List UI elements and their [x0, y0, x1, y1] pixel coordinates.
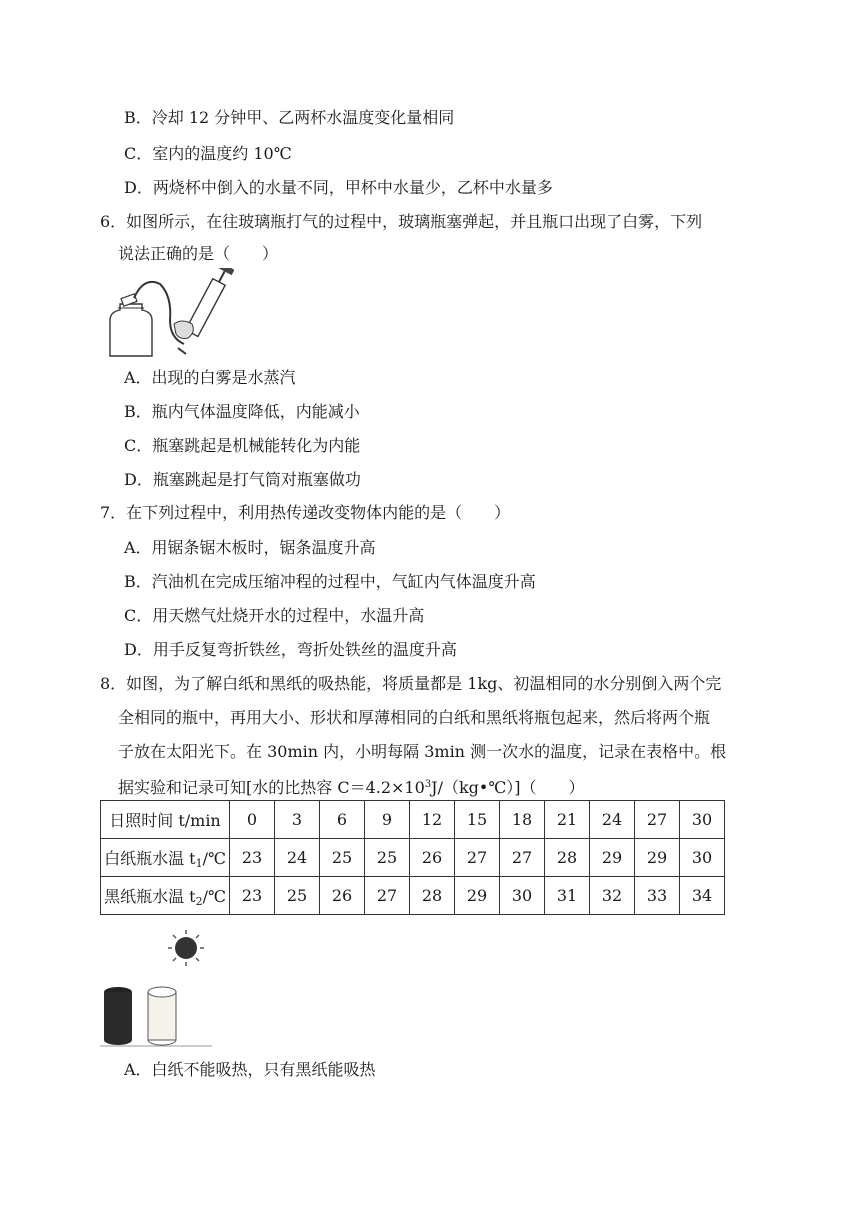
q7-option-d: D．用手反复弯折铁丝，弯折处铁丝的温度升高: [124, 640, 457, 659]
table-cell-black-7: 31: [545, 877, 590, 915]
table-row-black: [101, 877, 725, 915]
table-cell-white-3: 25: [365, 839, 410, 877]
table-cell-white-0: 23: [230, 839, 275, 877]
table-cell-black-3: 27: [365, 877, 410, 915]
table-cell-time-7: 21: [545, 801, 590, 839]
q8-stem-line4: [118, 775, 585, 798]
q8-stem-line4-part1: 据实验和记录可知[水的比热容 C＝4.2×10: [118, 778, 425, 797]
q8-option-a: A．白纸不能吸热，只有黑纸能吸热: [124, 1060, 376, 1079]
table-cell-time-4: 12: [410, 801, 455, 839]
table-cell-black-9: 33: [635, 877, 680, 915]
black-label-text: 黑纸瓶水温 t: [104, 886, 196, 906]
white-bottle-shape: [148, 987, 176, 1045]
q8-stem-line4-part2: J/（kg•℃）]（ ）: [431, 778, 585, 797]
q5-option-b: B．冷却 12 分钟甲、乙两杯水温度变化量相同: [124, 108, 455, 127]
table-cell-black-5: 29: [455, 877, 500, 915]
table-header-white: [101, 839, 230, 877]
q7-option-c: C．用天燃气灶烧开水的过程中，水温升高: [124, 606, 425, 625]
table-cell-white-1: 24: [275, 839, 320, 877]
table-cell-white-10: 30: [680, 839, 725, 877]
q8-stem-exponent: 3: [424, 779, 432, 790]
white-label-sub: 1: [195, 856, 203, 870]
q8-stem-line2: 全相同的瓶中，再用大小、形状和厚薄相同的白纸和黑纸将瓶包起来，然后将两个瓶: [118, 708, 711, 727]
black-bottle-shape: [104, 987, 132, 1045]
sun-icon: [168, 930, 204, 966]
q6-option-a: A．出现的白雾是水蒸汽: [124, 368, 296, 387]
table-cell-white-7: 28: [545, 839, 590, 877]
table-cell-black-8: 32: [590, 877, 635, 915]
table-cell-time-5: 15: [455, 801, 500, 839]
table-cell-white-2: 25: [320, 839, 365, 877]
table-cell-time-10: 30: [680, 801, 725, 839]
black-label-sub: 2: [195, 894, 203, 908]
table-header-black: [101, 877, 230, 915]
bottle-shape: [110, 304, 152, 356]
q8-stem-line3: 子放在太阳光下。在 30min 内，小明每隔 3min 测一次水的温度，记录在表格中。根: [118, 742, 727, 761]
table-cell-black-2: 26: [320, 877, 365, 915]
table-cell-time-0: 0: [230, 801, 275, 839]
bottle-pump-figure: [104, 268, 234, 360]
table-row-white: [101, 839, 725, 877]
q7-option-b: B．汽油机在完成压缩冲程的过程中，气缸内气体温度升高: [124, 572, 536, 591]
table-cell-white-6: 27: [500, 839, 545, 877]
white-label-unit: /℃: [202, 848, 226, 868]
table-cell-time-1: 3: [275, 801, 320, 839]
temperature-table: [100, 800, 725, 915]
q6-option-c: C．瓶塞跳起是机械能转化为内能: [124, 436, 361, 455]
table-cell-white-5: 27: [455, 839, 500, 877]
table-cell-black-1: 25: [275, 877, 320, 915]
hand-shape: [174, 321, 193, 339]
table-cell-time-8: 24: [590, 801, 635, 839]
sun-bottles-figure: [100, 928, 220, 1048]
q5-option-c: C．室内的温度约 10℃: [124, 144, 292, 163]
q5-option-d: D．两烧杯中倒入的水量不同，甲杯中水量少，乙杯中水量多: [124, 178, 553, 197]
table-cell-white-4: 26: [410, 839, 455, 877]
table-cell-black-4: 28: [410, 877, 455, 915]
table-cell-time-6: 18: [500, 801, 545, 839]
black-label-unit: /℃: [202, 886, 226, 906]
table-header-time: 日照时间 t/min: [101, 801, 230, 839]
table-cell-black-10: 34: [680, 877, 725, 915]
table-cell-time-2: 6: [320, 801, 365, 839]
q7-option-a: A．用锯条锯木板时，锯条温度升高: [124, 538, 376, 557]
table-cell-black-0: 23: [230, 877, 275, 915]
table-cell-white-9: 29: [635, 839, 680, 877]
table-row-time: [101, 801, 725, 839]
table-cell-black-6: 30: [500, 877, 545, 915]
q6-stem-line2: 说法正确的是（ ）: [118, 244, 279, 263]
table-cell-time-3: 9: [365, 801, 410, 839]
table-cell-time-9: 27: [635, 801, 680, 839]
q6-option-d: D．瓶塞跳起是打气筒对瓶塞做功: [124, 470, 361, 489]
q7-stem: 7．在下列过程中，利用热传递改变物体内能的是（ ）: [100, 503, 511, 522]
q8-stem-line1: 8．如图，为了解白纸和黑纸的吸热能，将质量都是 1kg、初温相同的水分别倒入两个完: [100, 674, 722, 693]
q6-stem-line1: 6．如图所示，在往玻璃瓶打气的过程中，玻璃瓶塞弹起，并且瓶口出现了白雾，下列: [100, 212, 703, 231]
white-label-text: 白纸瓶水温 t: [104, 848, 196, 868]
q6-option-b: B．瓶内气体温度降低，内能减小: [124, 402, 360, 421]
table-cell-white-8: 29: [590, 839, 635, 877]
